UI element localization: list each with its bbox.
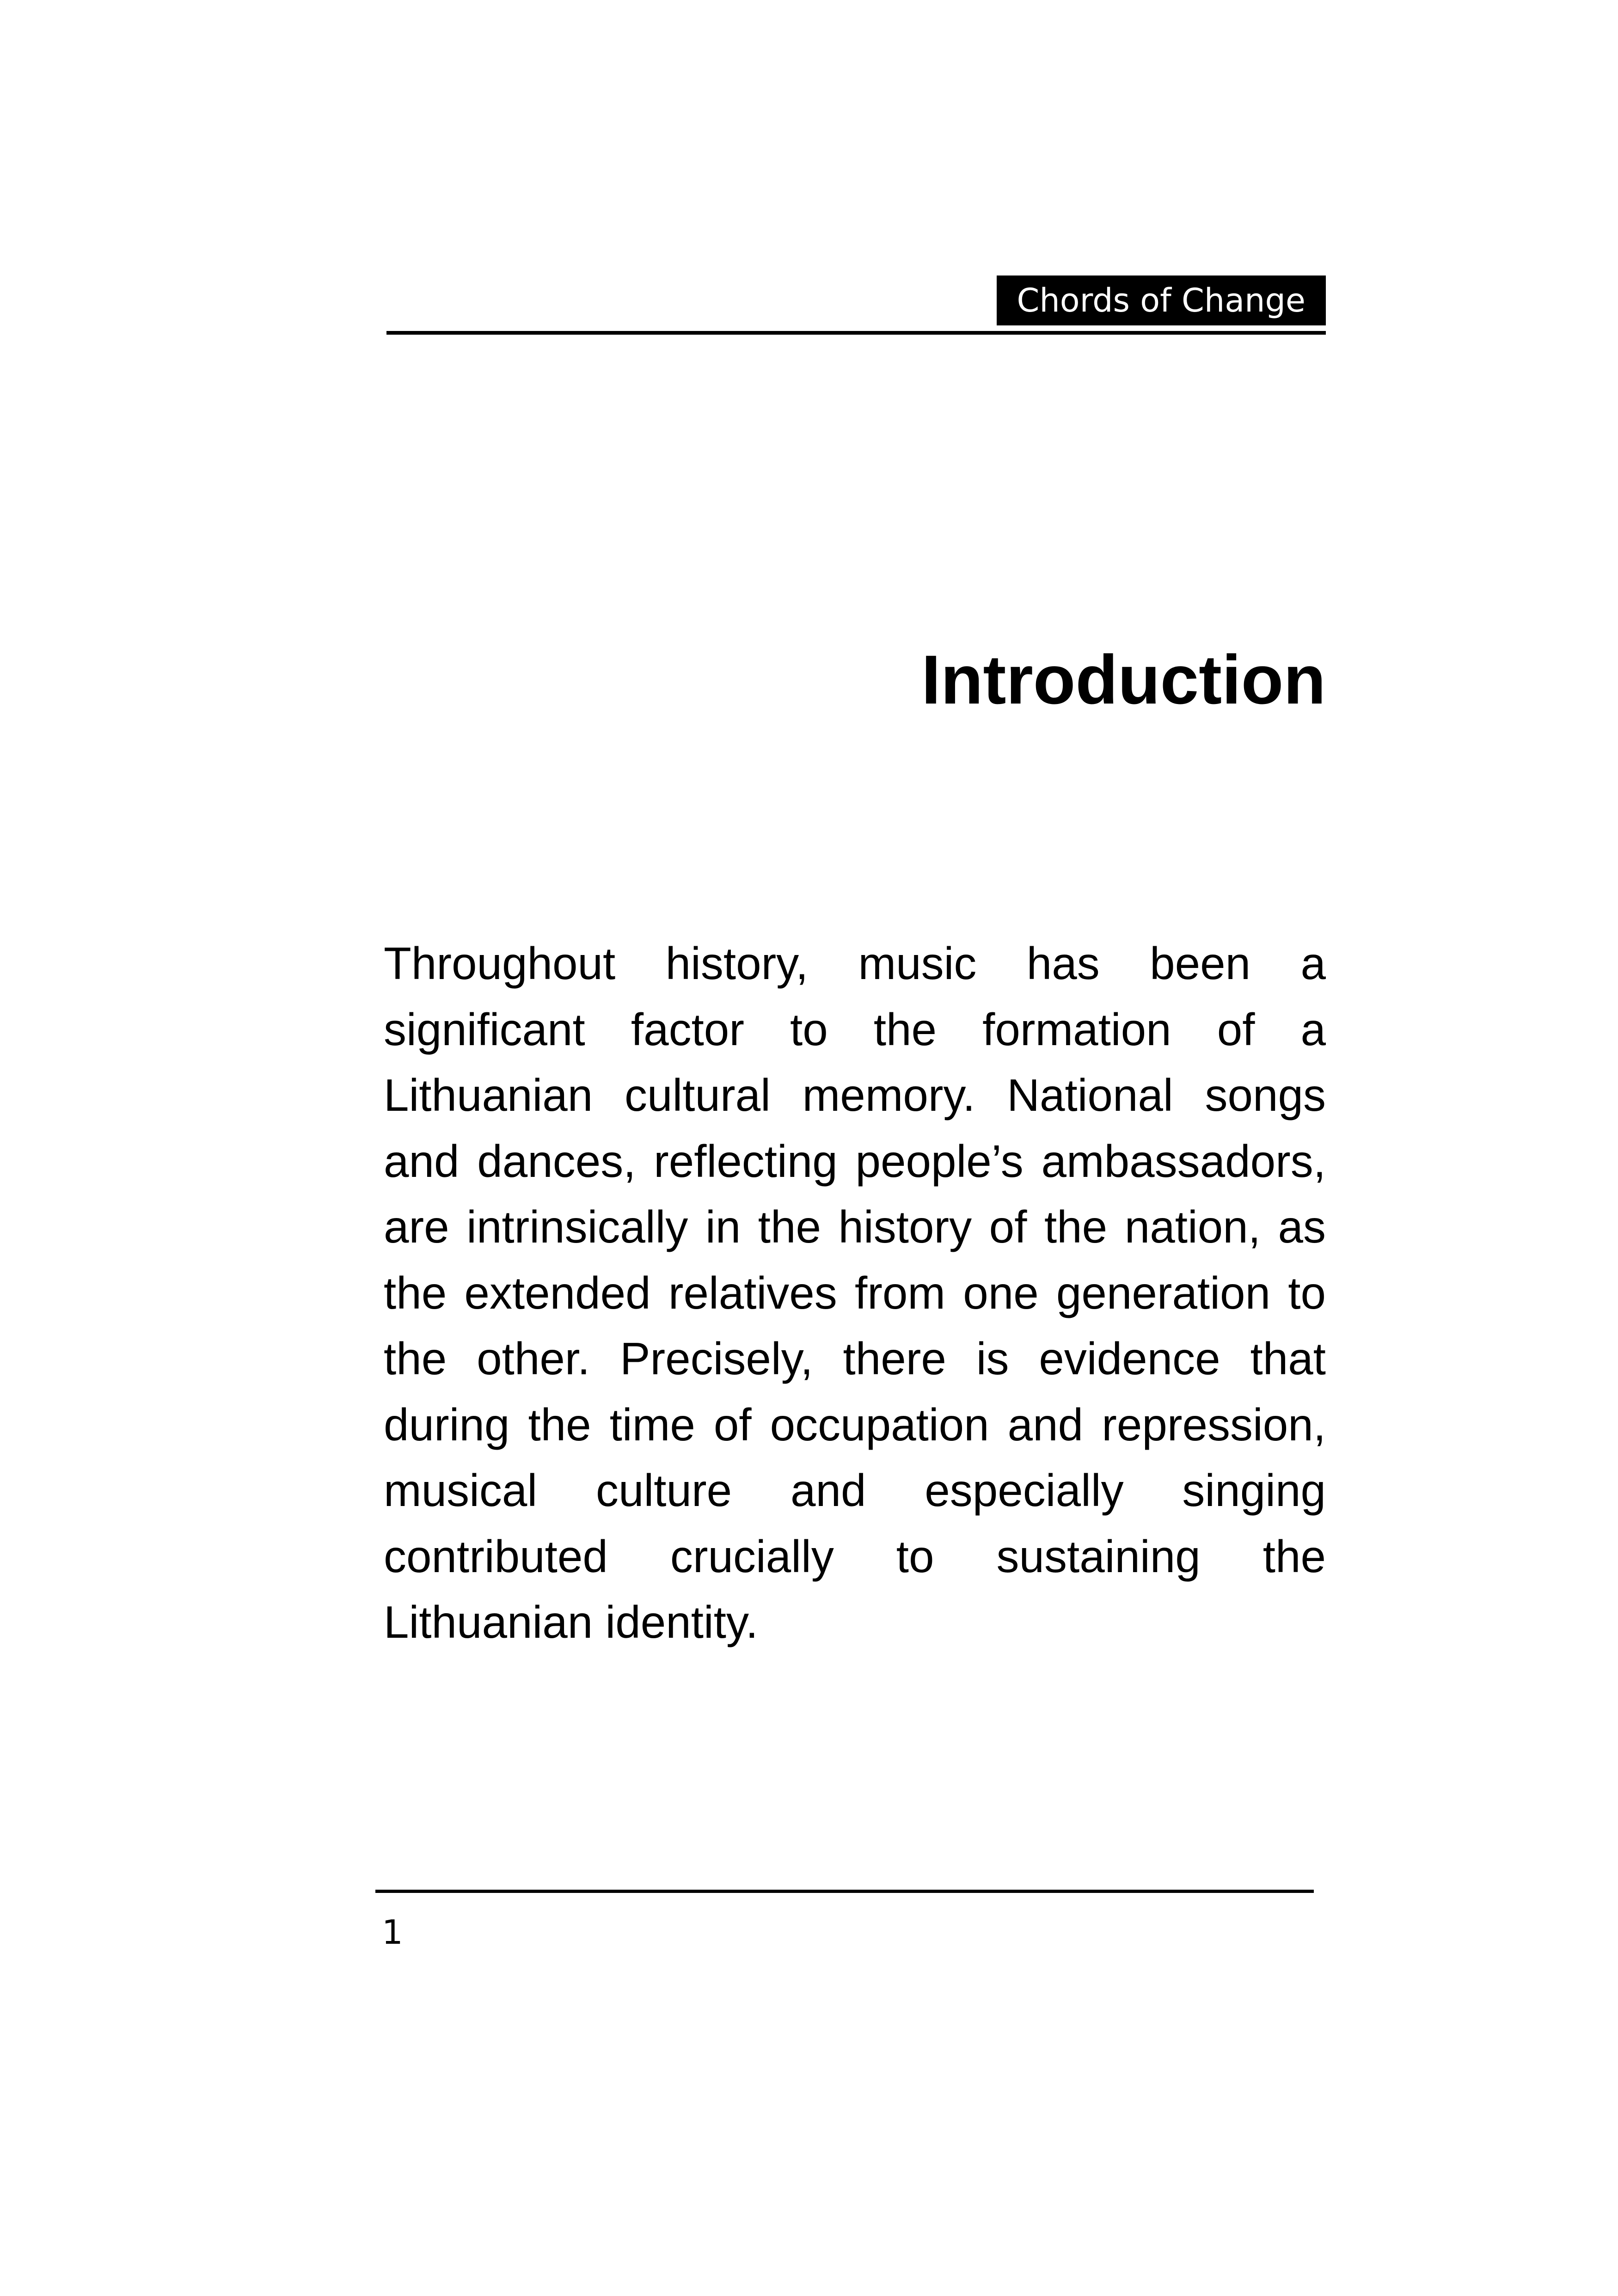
body-paragraph: Throughout history, music has been a significant factor to the formation of a Lithuanian cultural memory. National songs and dances, reflecting people’s ambassadors, are intrinsically in the history of the nation, as the extended relatives from one generation to the other. Precisely, there is evidence that during the time of occupation and repression, musical culture and especially singing contributed crucially to sustaining the Lithuanian identity. bbox=[384, 938, 1326, 1647]
footer-divider bbox=[375, 1890, 1314, 1893]
chapter-title: Introduction bbox=[921, 641, 1326, 718]
running-header-title: Chords of Change bbox=[997, 276, 1326, 325]
header-divider bbox=[386, 331, 1326, 335]
page-number: 1 bbox=[382, 1913, 403, 1952]
